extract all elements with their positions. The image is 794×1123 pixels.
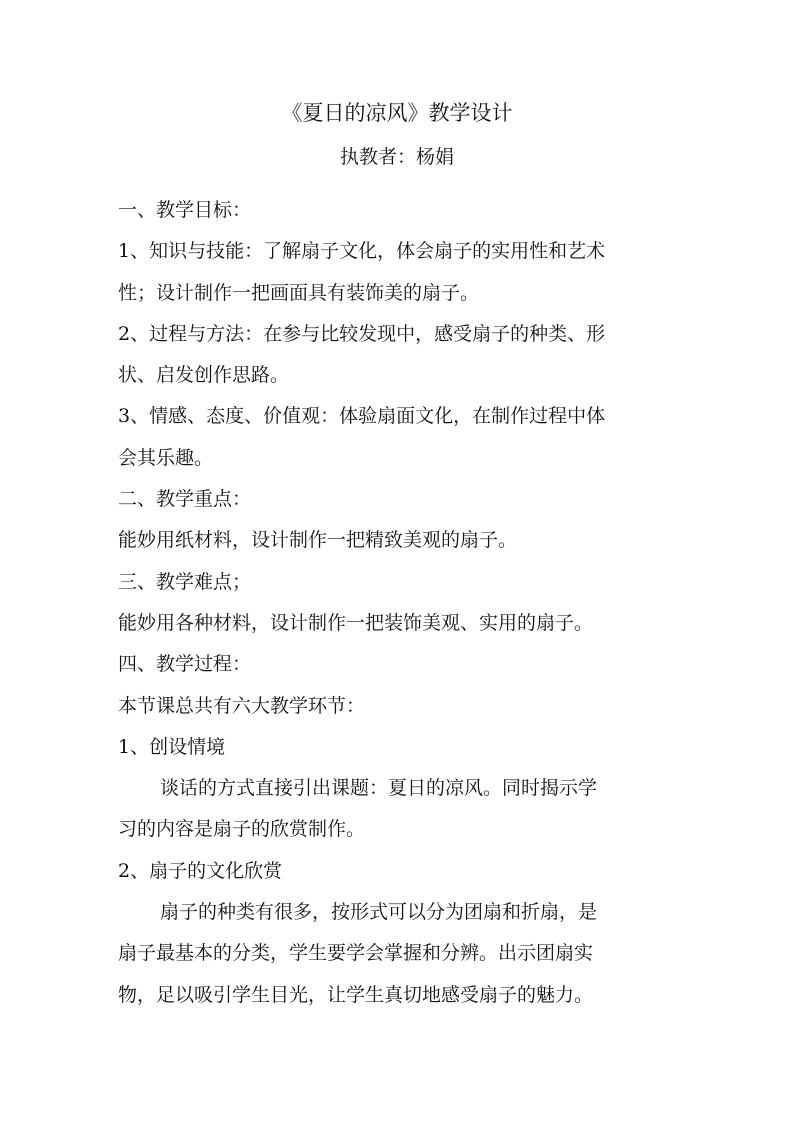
paragraph-line: 谈话的方式直接引出课题：夏日的凉风。同时揭示学 xyxy=(160,777,598,800)
section-heading-difficulties: 三、教学难点； xyxy=(118,570,252,593)
paragraph-line: 状、启发创作思路。 xyxy=(118,364,290,387)
document-body xyxy=(118,190,658,1016)
paragraph-line: 能妙用各种材料，设计制作一把装饰美观、实用的扇子。 xyxy=(118,611,594,634)
paragraph-line: 本节课总共有六大教学环节： xyxy=(118,694,366,717)
paragraph-line: 扇子的种类有很多，按形式可以分为团扇和折扇，是 xyxy=(160,901,598,924)
paragraph-line: 能妙用纸材料，设计制作一把精致美观的扇子。 xyxy=(118,529,518,552)
paragraph-line: 习的内容是扇子的欣赏制作。 xyxy=(118,818,366,841)
section-heading-objectives: 一、教学目标： xyxy=(118,199,252,221)
paragraph-line: 性；设计制作一把画面具有装饰美的扇子。 xyxy=(118,281,480,304)
paragraph-line: 扇子最基本的分类，学生要学会掌握和分辨。出示团扇实 xyxy=(118,942,594,965)
paragraph-line: 物，足以吸引学生目光，让学生真切地感受扇子的魅力。 xyxy=(118,983,594,1006)
paragraph-line: 1、知识与技能：了解扇子文化，体会扇子的实用性和艺术 xyxy=(118,240,606,263)
subsection-heading: 2、扇子的文化欣赏 xyxy=(118,859,283,882)
document-author: 执教者：杨娟 xyxy=(339,146,454,168)
subsection-heading: 1、创设情境 xyxy=(118,735,226,758)
paragraph-line: 会其乐趣。 xyxy=(118,446,214,469)
paragraph-line: 3、情感、态度、价值观：体验扇面文化，在制作过程中体 xyxy=(118,405,606,428)
paragraph-line: 2、过程与方法：在参与比较发现中，感受扇子的种类、形 xyxy=(118,322,606,345)
section-heading-key-points: 二、教学重点： xyxy=(118,488,252,511)
document-title: 《夏日的凉风》教学设计 xyxy=(281,101,513,125)
section-heading-process: 四、教学过程： xyxy=(118,653,252,676)
